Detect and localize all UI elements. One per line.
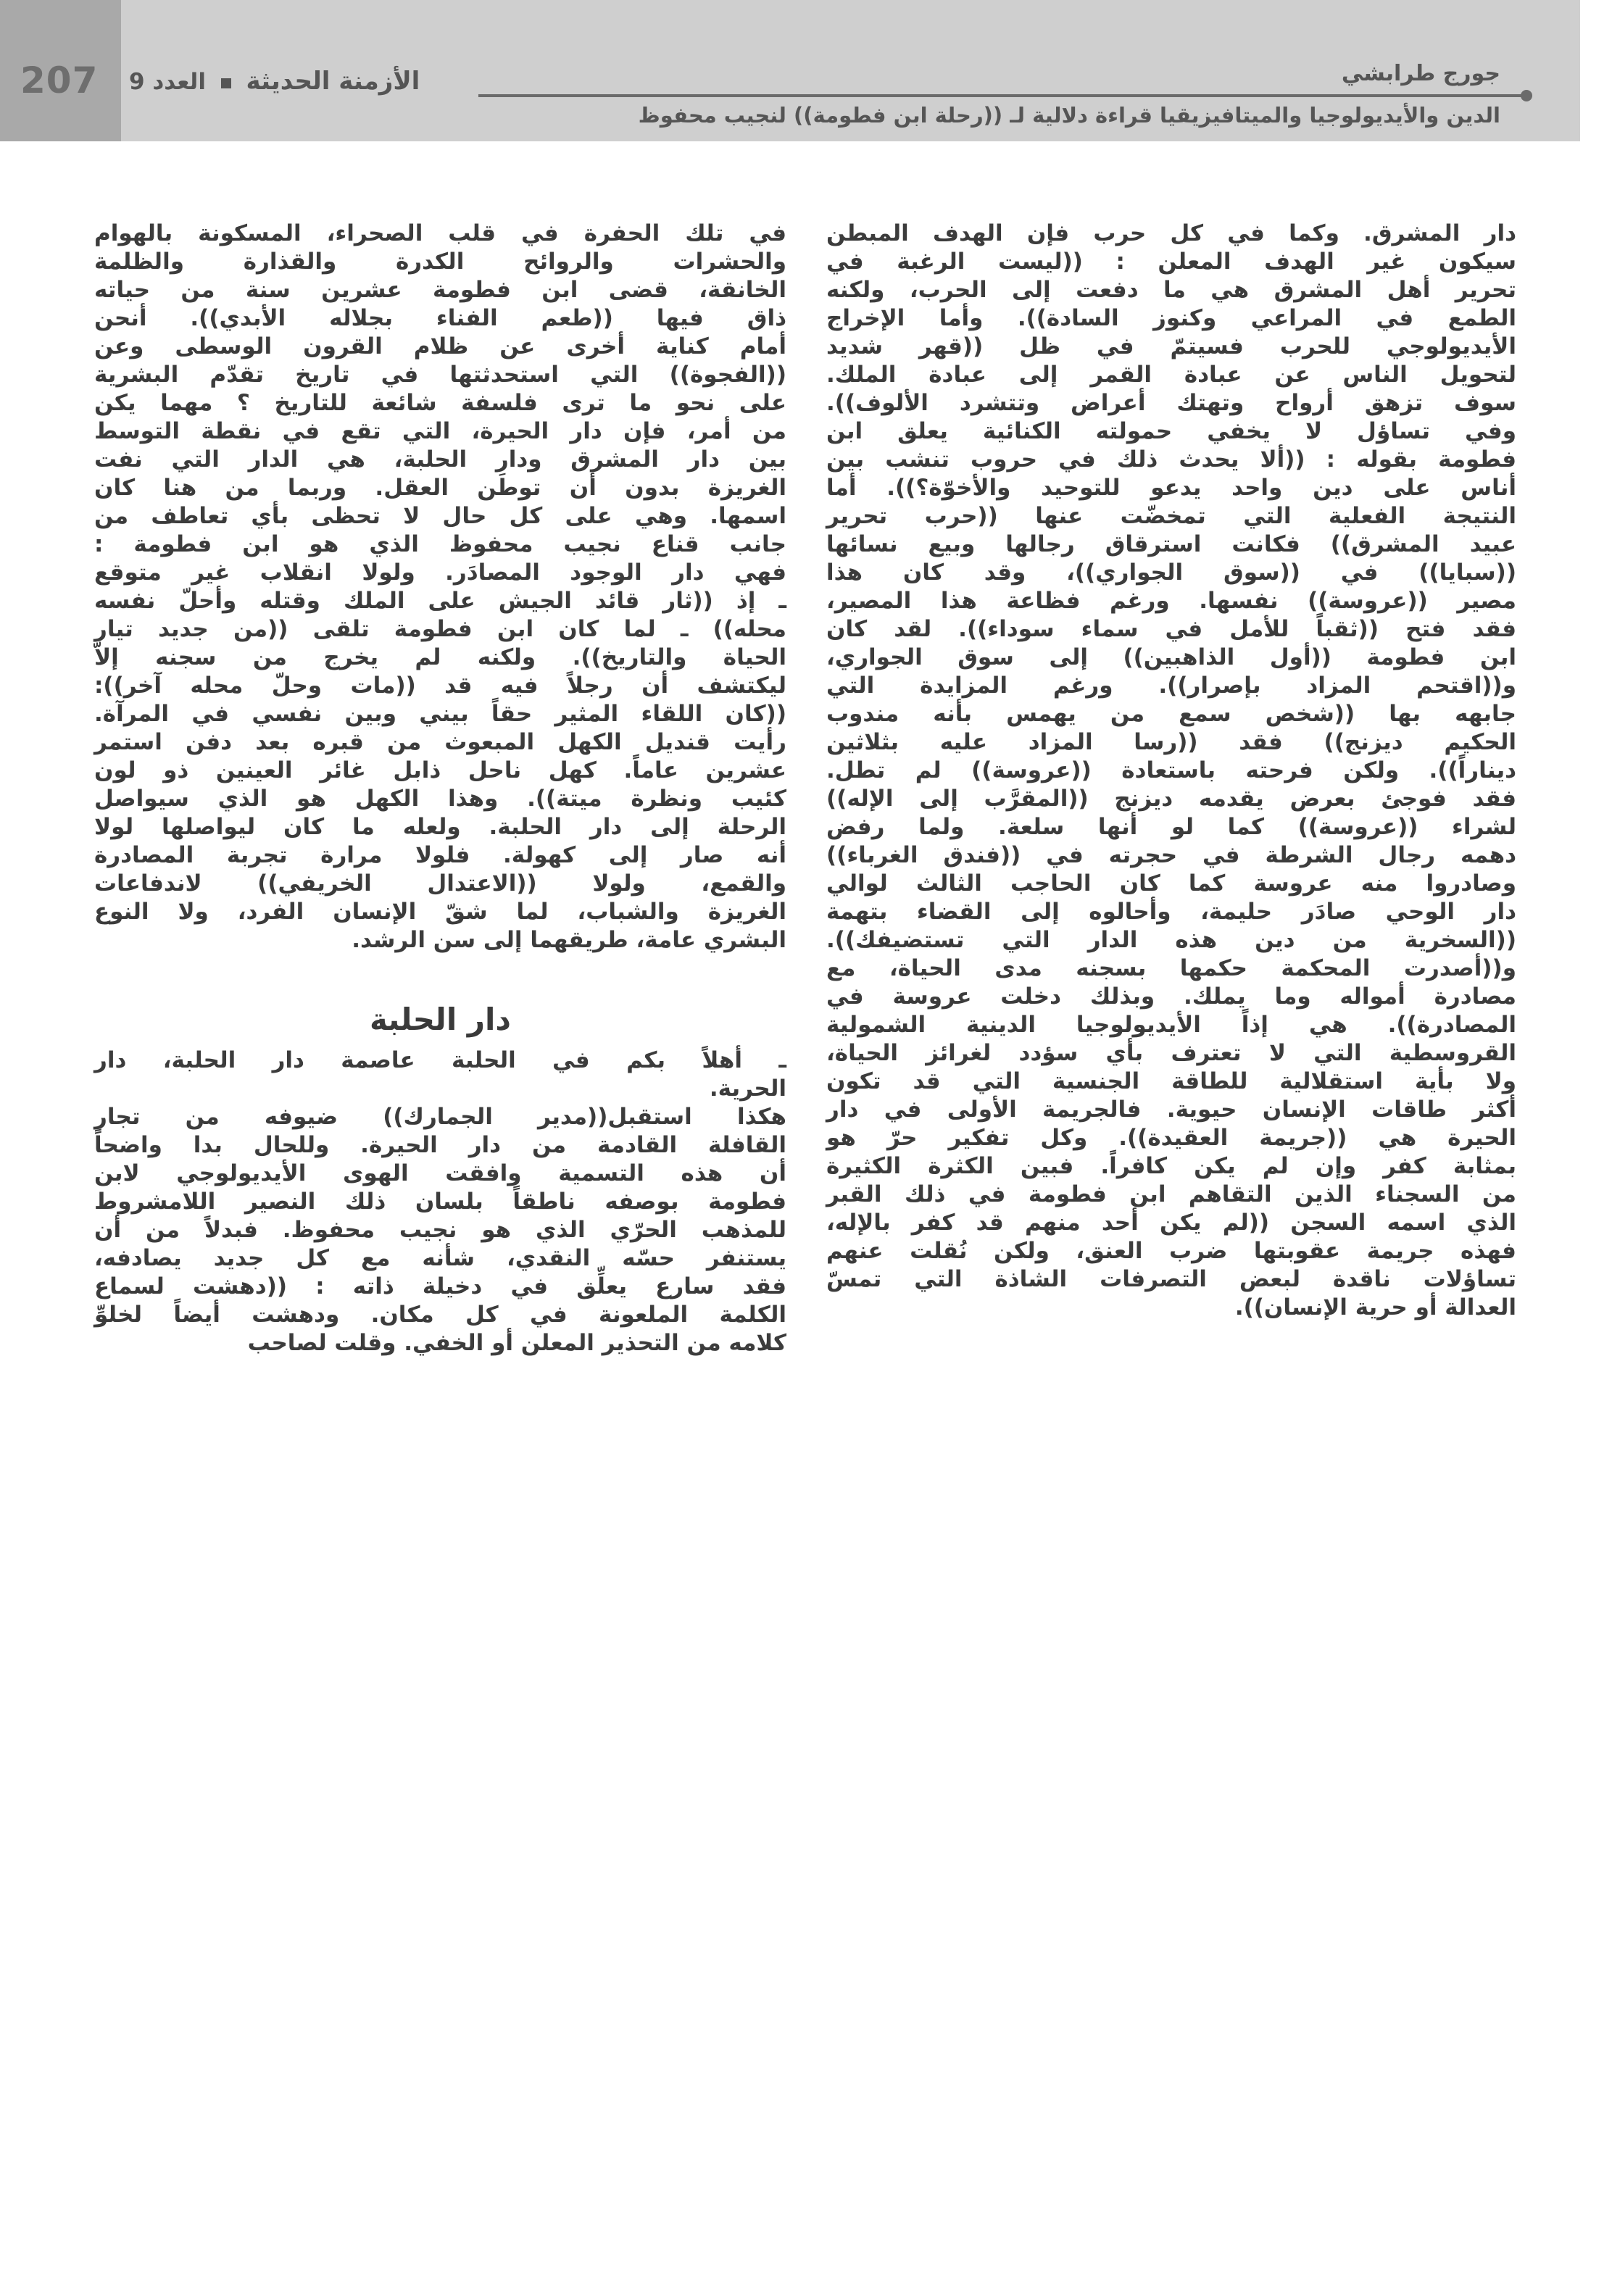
text-line: الحياة والتاريخ)). ولكنه لم يخرج من سجنه إلاّ [94,644,786,670]
text-line: و((اقتحم المزاد بإصرار)). ورغم المزايدة التي [826,673,1516,699]
text-line: فقد فتح ((ثقباً للأمل في سماء سوداء)). لقد كان [826,616,1516,642]
text-line: وصادروا منه عروسة كما كان الحاجب الثالث لوالي [826,870,1516,897]
text-line: دار الوحي صادَر حليمة، وأحالوه إلى القضاء بتهمة [826,899,1516,925]
text-line: كلامه من التحذير المعلن أو الخفي. وقلت لصاحب [247,1330,786,1356]
article-title: الدين والأيديولوجيا والميتافيزيقيا قراءة دلالية لـ ((رحلة ابن فطومة)) لنجيب محفوظ [638,103,1500,128]
text-line: رأيت قنديل الكهل المبعوث من قبره بعد دفن استمر [94,729,786,755]
text-line: الغريزة والشباب، لما شقّ الإنسان الفرد، ولا النوع [94,899,786,925]
text-line: ابن فطومة ((أول الذاهبين)) إلى سوق الجواري، [826,644,1516,670]
text-column-right [826,220,1516,1322]
text-line: بمثابة كفر وإن لم يكن كافراً. فبين الكثرة الكثيرة [826,1153,1516,1179]
text-line: مصير ((عروسة)) نفسها. ورغم فظاعة هذا المصير، [826,588,1516,614]
author-name: جورج طرابشي [1341,61,1500,86]
text-line: مصادرة أمواله وما يملك. وبذلك دخلت عروسة في [826,983,1516,1010]
text-line: لشراء ((عروسة)) كما لو أنها سلعة. ولما رفض [826,814,1516,840]
issue-number: العدد 9 [129,69,206,95]
text-line: فطومة بوصفه ناطقاً بلسان ذلك النصير اللامشروط [94,1189,786,1215]
text-column-left [94,220,786,1357]
text-line: تساؤلات ناقدة لبعض التصرفات الشاذة التي تمسّ [826,1266,1516,1292]
text-line: الكلمة الملعونة في كل مكان. ودهشت أيضاً لخلوِّ [94,1302,786,1328]
text-line: هكذا استقبل((مدير الجمارك)) ضيوفه من تجار [94,1104,786,1130]
text-line: أناس على دين واحد يدعو للتوحيد والأخوّة؟)). أما [826,475,1516,501]
text-line: بين دار المشرق ودارِ الحلبة، هي الدار التي نفت [94,446,786,473]
text-line: كئيب ونظرة ميتة)). وهذا الكهل هو الذي سيواصل [94,786,786,812]
square-separator-icon [221,78,231,88]
text-line: محله)) ـ لما كان ابن فطومة تلقى ((من جديد تيار [94,616,786,642]
text-line: دهمه رجال الشرطة في حجرته في ((فندق الغرباء)) [826,842,1516,868]
header-rule-dot-icon [1521,90,1532,101]
text-line: فهي دار الوجود المصادَر. ولولا انقلاب غير متوقع [94,560,786,586]
text-line: وفي تساؤل لا يخفي حمولته الكنائية يعلق ابن [826,418,1516,444]
text-line: القروسطية التي لا تعترف بأي سؤدد لغرائز الحياة، [826,1040,1516,1066]
left-column-body-after-heading [94,1047,786,1357]
text-line: المصادرة)). هي إذاً الأيديولوجيا الدينية الشمولية [826,1012,1516,1038]
text-line: أنه صار إلى كهولة. فلولا مرارة تجربة المصادرة [94,842,786,868]
text-line: للمذهب الحرّي الذي هو نجيب محفوظ. فبدلاً من أن [94,1217,786,1243]
text-line: الذي اسمه السجن ((لم يكن أحد منهم قد كفر بالإله، [826,1210,1516,1236]
journal-name: الأزمنة الحديثة [246,67,420,96]
text-line: ـ أهلاً بكم في الحلبة عاصمة دار الحلبة، دار [94,1047,786,1073]
text-line: فطومة بقوله : ((ألا يحدث ذلك في حروب تنشب بين [826,446,1516,473]
text-line: ديناراً)). ولكن فرحته باستعادة ((عروسة)) لم تطل. [826,757,1516,783]
section-heading: دار الحلبة [370,1002,511,1037]
text-line: فقد فوجئ بعرض يقدمه ديزنج ((المقرَّب إلى الإله)) [826,786,1516,812]
text-line: عبيد المشرق)) فكانت استرقاق رجالها وبيع نسائها [826,531,1516,557]
text-line: القافلة القادمة من دار الحيرة. وللحال بدا واضحاً [94,1132,786,1158]
text-line: ((الفجوة)) التي استحدثتها في تاريخ تقدّم البشرية [94,362,786,388]
text-line: فقد سارع يعلِّق في دخيلة ذاته : ((دهشت لسماع [94,1273,786,1299]
text-line: الطمع في المراعي وكنوز السادة)). وأما الإخراج [826,305,1516,331]
text-line: الحيرة هي ((جريمة العقيدة)). وكل تفكير حرّ هو [826,1125,1516,1151]
text-line: على نحو ما ترى فلسفة شائعة للتاريخ ؟ مهما يكن [94,390,786,416]
text-line: دار المشرق. وكما في كل حرب فإن الهدف المبطن [826,220,1516,246]
text-line: سوف تزهق أرواح وتهتك أعراض وتتشرد الألوف)). [826,390,1516,416]
text-line: من السجناء الذين التقاهم ابن فطومة في ذلك القبر [826,1181,1516,1207]
text-line: ((السخرية من دين هذه الدار التي تستضيفك)). [826,927,1516,953]
text-line: العدالة أو حرية الإنسان)). [1234,1294,1516,1320]
page-number-block [0,0,121,141]
text-line: الحكيم ديزنج)) فقد ((رسا المزاد عليه بثلاثين [826,729,1516,755]
text-line: الأيديولوجي للحرب فسيتمّ في ظل ((قهر شديد [826,333,1516,359]
text-line: النتيجة الفعلية التي تمخضّت عنها ((حرب تحرير [826,503,1516,529]
journal-issue-label [129,67,420,96]
header-rule [478,94,1526,97]
text-line: أن هذه التسمية وافقت الهوى الأيديولوجي لابن [94,1160,786,1186]
text-line: الغريزة بدون أن توطن العقل. وربما من هنا كان [94,475,786,501]
text-line: عشرين عاماً. كهل ناحل ذابل غائر العينين ذو لون [94,757,786,783]
text-line: ليكتشف أن رجلاً فيه قد ((مات وحلّ محله آخر)): [94,673,786,699]
text-line: يستنفر حسّه النقدي، شأنه مع كل جديد يصادفه، [94,1245,786,1271]
page-number: 207 [20,59,99,101]
left-column-body-before-heading [94,220,786,954]
text-line: تحرير أهل المشرق هي ما دفعت إلى الحرب، ولكنه [826,277,1516,303]
text-line: والقمع، ولولا ((الاعتدال الخريفي)) لاندفاعات [94,870,786,897]
text-line: جانب قناع نجيب محفوظ الذي هو ابن فطومة : [94,531,786,557]
text-line: من أمر، فإن دار الحيرة، التي تقع في نقطة التوسط [94,418,786,444]
text-line: ذاق فيها ((طعم الفناء بجلاله الأبدي)). أنحن [94,305,786,331]
text-line: البشري عامة، طريقهما إلى سن الرشد. [352,927,786,953]
text-line: فهذه جريمة عقوبتها ضرب العنق، ولكن نُقلت عنهم [826,1238,1516,1264]
text-line: الخانقة، قضى ابن فطومة عشرين سنة من حياته [94,277,786,303]
text-line: أمام كناية أخرى عن ظلام القرون الوسطى وعن [94,333,786,359]
text-line: الرحلة إلى دار الحلبة. ولعله ما كان ليواصلها لولا [94,814,786,840]
text-line: ((سبايا)) في ((سوق الجواري))، وقد كان هذا [826,560,1516,586]
text-line: ـ إذ ((ثار قائد الجيش على الملك وقتله وأحلّ نفسه [94,588,786,614]
text-line: جابهه بها ((شخص سمع من يهمس بأنه مندوب [826,701,1516,727]
text-line: و((أصدرت المحكمة حكمها بسجنه مدى الحياة، مع [826,955,1516,981]
text-line: في تلك الحفرة في قلب الصحراء، المسكونة بالهوام [94,220,786,246]
text-line: أكثر طاقات الإنسان حيوية. فالجريمة الأولى في دار [826,1097,1516,1123]
text-line: الحرية. [709,1076,786,1102]
text-line: اسمها. وهي على كل حال لا تحظى بأي تعاطف من [94,503,786,529]
text-line: سيكون غير الهدف المعلن : ((ليست الرغبة في [826,249,1516,275]
text-line: ولا بأية استقلالية للطاقة الجنسية التي قد تكون [826,1068,1516,1094]
text-line: ((كان اللقاء المثير حقاً بيني وبين نفسي في المرآة. [94,701,786,727]
text-line: لتحويل الناس عن عبادة القمر إلى عبادة الملك. [826,362,1516,388]
text-line: والحشرات والروائح الكدرة والقذارة والظلمة [94,249,786,275]
running-header [0,0,1580,141]
